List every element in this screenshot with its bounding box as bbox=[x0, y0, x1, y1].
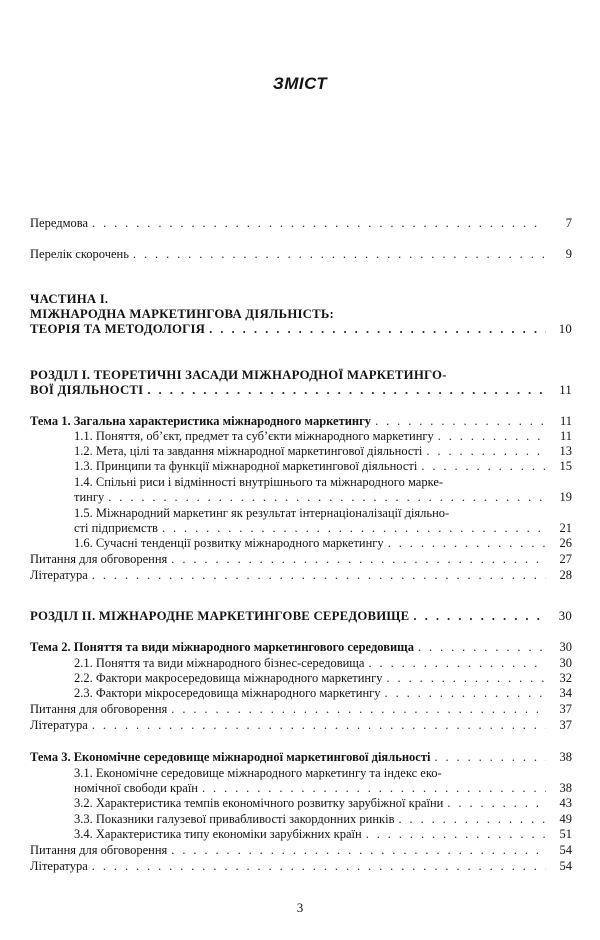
toc-entry-1-5-line: 1.5. Міжнародний маркетинг як результат інтернаціоналізації діяльно- bbox=[74, 506, 450, 520]
page-title: ЗМІСТ bbox=[272, 74, 328, 93]
entry-page: 26 bbox=[559, 536, 572, 550]
entry-label: Література bbox=[30, 859, 88, 873]
entry-label: ВОЇ ДІЯЛЬНОСТІ bbox=[30, 383, 144, 397]
toc-entry-3-4 bbox=[74, 827, 572, 842]
dot-leader bbox=[447, 796, 546, 811]
entry-label: 3.2. Характеристика темпів економічного розвитку зарубіжної країни bbox=[74, 796, 444, 810]
toc-entry-3-1-line: 3.1. Економічне середовище міжнародного маркетингу та індекс еко- bbox=[74, 766, 442, 780]
dot-leader bbox=[171, 702, 546, 717]
toc-entry-topic3-literature bbox=[30, 859, 572, 874]
entry-label: 3.4. Характеристика типу економіки зарубіжних країн bbox=[74, 827, 362, 841]
entry-label: Література bbox=[30, 568, 88, 582]
dot-leader bbox=[171, 843, 546, 858]
toc-entry-part1 bbox=[30, 322, 572, 337]
dot-leader bbox=[202, 781, 546, 796]
toc-entry-2-3 bbox=[74, 686, 572, 701]
entry-page: 54 bbox=[559, 843, 572, 857]
dot-leader bbox=[438, 429, 546, 444]
entry-page: 11 bbox=[559, 383, 572, 397]
dot-leader bbox=[147, 383, 546, 398]
dot-leader bbox=[92, 568, 546, 583]
toc-entry-preface bbox=[30, 216, 572, 231]
entry-label: 2.2. Фактори макросередовища міжнародного маркетингу bbox=[74, 671, 383, 685]
entry-page: 51 bbox=[559, 827, 572, 841]
toc-entry-section1 bbox=[30, 383, 572, 398]
toc-entry-topic2-literature bbox=[30, 718, 572, 733]
toc-entry-1-4 bbox=[74, 490, 572, 505]
entry-label: Тема 3. Економічне середовище міжнародної маркетингової діяльності bbox=[30, 750, 431, 764]
toc-entry-topic2 bbox=[30, 640, 572, 655]
toc-entry-3-1 bbox=[74, 781, 572, 796]
entry-page: 30 bbox=[559, 640, 572, 654]
entry-label: Питання для обговорення bbox=[30, 843, 168, 857]
dot-leader bbox=[388, 536, 546, 551]
entry-page: 7 bbox=[565, 216, 572, 230]
entry-label: ТЕОРІЯ ТА МЕТОДОЛОГІЯ bbox=[30, 322, 206, 336]
toc-entry-2-1 bbox=[74, 656, 572, 671]
entry-label: Тема 2. Поняття та види міжнародного маркетингового середовища bbox=[30, 640, 414, 654]
toc-entry-topic1-questions bbox=[30, 552, 572, 567]
entry-label: 1.6. Сучасні тенденції розвитку міжнародного маркетингу bbox=[74, 536, 384, 550]
entry-label: сті підприємств bbox=[74, 521, 158, 535]
toc-entry-1-2 bbox=[74, 444, 572, 459]
entry-page: 21 bbox=[559, 521, 572, 535]
entry-page: 30 bbox=[558, 609, 572, 623]
toc-entry-topic1 bbox=[30, 414, 572, 429]
entry-page: 34 bbox=[559, 686, 572, 700]
entry-page: 37 bbox=[559, 702, 572, 716]
toc-entry-3-3 bbox=[74, 812, 572, 827]
dot-leader bbox=[385, 686, 546, 701]
dot-leader bbox=[426, 444, 546, 459]
dot-leader bbox=[171, 552, 546, 567]
dot-leader bbox=[368, 656, 546, 671]
entry-label: Література bbox=[30, 718, 88, 732]
entry-page: 10 bbox=[558, 322, 572, 336]
entry-page: 19 bbox=[559, 490, 572, 504]
entry-label: Тема 1. Загальна характеристика міжнародного маркетингу bbox=[30, 414, 372, 428]
entry-page: 13 bbox=[559, 444, 572, 458]
entry-page: 37 bbox=[559, 718, 572, 732]
toc-entry-topic3-questions bbox=[30, 843, 572, 858]
dot-leader bbox=[133, 247, 546, 262]
toc-entry-1-3 bbox=[74, 459, 572, 474]
page-number: 3 bbox=[296, 900, 304, 915]
toc-entry-1-4-line: 1.4. Спільні риси і відмінності внутрішнього та міжнародного марке- bbox=[74, 475, 444, 489]
dot-leader bbox=[398, 812, 546, 827]
dot-leader bbox=[108, 490, 546, 505]
toc-entry-topic2-questions bbox=[30, 702, 572, 717]
entry-label: РОЗДІЛ ІІ. МІЖНАРОДНЕ МАРКЕТИНГОВЕ СЕРЕДОВИЩЕ bbox=[30, 609, 410, 623]
toc-entry-1-1 bbox=[74, 429, 572, 444]
dot-leader bbox=[366, 827, 546, 842]
entry-page: 9 bbox=[565, 247, 572, 261]
toc-entry-section2 bbox=[30, 609, 572, 624]
entry-page: 38 bbox=[559, 750, 572, 764]
entry-label: Перелік скорочень bbox=[30, 247, 129, 261]
dot-leader bbox=[387, 671, 547, 686]
dot-leader bbox=[421, 459, 546, 474]
entry-page: 38 bbox=[559, 781, 572, 795]
entry-label: номічної свободи країн bbox=[74, 781, 198, 795]
entry-page: 11 bbox=[559, 429, 572, 443]
entry-page: 28 bbox=[559, 568, 572, 582]
toc-entry-3-2 bbox=[74, 796, 572, 811]
entry-label: 3.3. Показники галузевої привабливості закордонних ринків bbox=[74, 812, 395, 826]
entry-label: 2.3. Фактори мікросередовища міжнародного маркетингу bbox=[74, 686, 381, 700]
entry-label: Питання для обговорення bbox=[30, 552, 168, 566]
toc-entry-abbreviations bbox=[30, 247, 572, 262]
entry-page: 32 bbox=[559, 671, 572, 685]
toc-entry-topic3 bbox=[30, 750, 572, 765]
dot-leader bbox=[92, 859, 546, 874]
part-heading-line: МІЖНАРОДНА МАРКЕТИНГОВА ДІЯЛЬНІСТЬ: bbox=[30, 307, 334, 321]
entry-label: тингу bbox=[74, 490, 105, 504]
entry-page: 15 bbox=[559, 459, 572, 473]
dot-leader bbox=[413, 609, 546, 624]
dot-leader bbox=[209, 322, 546, 337]
entry-page: 49 bbox=[559, 812, 572, 826]
dot-leader bbox=[418, 640, 546, 655]
section-heading-line: РОЗДІЛ І. ТЕОРЕТИЧНІ ЗАСАДИ МІЖНАРОДНОЇ МАРКЕТИНГО- bbox=[30, 368, 447, 382]
toc-entry-1-6 bbox=[74, 536, 572, 551]
part-heading-line: ЧАСТИНА І. bbox=[30, 292, 109, 306]
entry-label: Передмова bbox=[30, 216, 89, 230]
entry-label: 2.1. Поняття та види міжнародного бізнес-середовища bbox=[74, 656, 365, 670]
dot-leader bbox=[92, 718, 546, 733]
dot-leader bbox=[375, 414, 546, 429]
dot-leader bbox=[92, 216, 546, 231]
toc-entry-2-2 bbox=[74, 671, 572, 686]
entry-page: 27 bbox=[559, 552, 572, 566]
entry-page: 43 bbox=[559, 796, 572, 810]
dot-leader bbox=[434, 750, 546, 765]
dot-leader bbox=[162, 521, 546, 536]
entry-label: Питання для обговорення bbox=[30, 702, 168, 716]
entry-label: 1.3. Принципи та функції міжнародної маркетингової діяльності bbox=[74, 459, 418, 473]
entry-label: 1.2. Мета, цілі та завдання міжнародної маркетингової діяльності bbox=[74, 444, 423, 458]
toc-entry-topic1-literature bbox=[30, 568, 572, 583]
toc-entry-1-5 bbox=[74, 521, 572, 536]
entry-page: 54 bbox=[559, 859, 572, 873]
entry-page: 11 bbox=[559, 414, 572, 428]
entry-label: 1.1. Поняття, об’єкт, предмет та суб’єкти міжнародного маркетингу bbox=[74, 429, 434, 443]
entry-page: 30 bbox=[559, 656, 572, 670]
